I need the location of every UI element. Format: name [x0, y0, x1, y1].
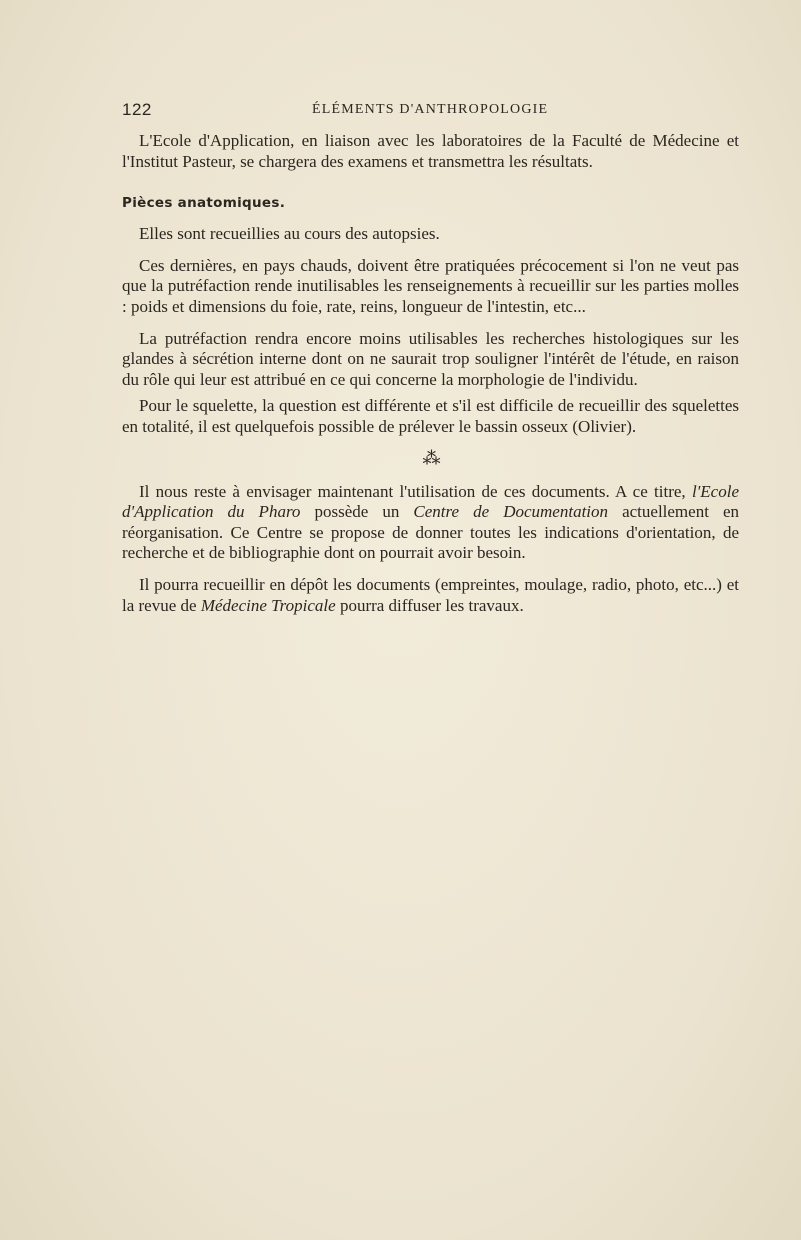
- depot-text-a: Il pourra recueillir en dépôt les documents (empreintes, moulage, radio, photo, etc...) et la revue de: [122, 574, 739, 615]
- paragraph-depot: [122, 575, 739, 616]
- documentation-text-c: actuellement en réorganisation. Ce Centre se propose de donner toutes les indications d'orientation, de recherche et de bibliographie dont on pourrait avoir besoin.: [122, 502, 740, 563]
- running-title: ÉLÉMENTS D'ANTHROPOLOGIE: [312, 102, 549, 117]
- paragraph-putrefaction: Ces dernières, en pays chauds, doivent être pratiquées précocement si l'on ne veut pas que la putréfaction rende inutilisables les renseignements à recueillir sur les parties molles : poids et dimensions du foie, rate, reins, longueur de l'intestin, etc...: [122, 255, 739, 316]
- ecole-pharo-italic: l'Ecole d'Application du Pharo: [122, 481, 739, 522]
- body-text: [122, 131, 739, 616]
- paragraph-documentation: [122, 482, 739, 564]
- paragraph-histologie: La putréfaction rendra encore moins utilisables les recherches histologiques sur les glandes à sécrétion interne dont on ne saurait trop souligner l'intérêt de l'étude, en raison du rôle qui leur est attribué en ce qui concerne la morphologie de l'individu.: [122, 328, 739, 389]
- documentation-text-b: possède un: [300, 502, 414, 522]
- depot-text-b: pourra diffuser les travaux.: [335, 595, 524, 615]
- page-header: [122, 100, 682, 122]
- centre-documentation-italic: Centre de Documentation: [413, 502, 609, 522]
- medecine-tropicale-italic: Médecine Tropicale: [200, 595, 336, 615]
- paragraph-ecole-application: L'Ecole d'Application, en liaison avec les laboratoires de la Faculté de Médecine et l'Institut Pasteur, se chargera des examens et transmettra les résultats.: [122, 131, 739, 171]
- paragraph-autopsies: Elles sont recueillies au cours des autopsies.: [139, 224, 440, 244]
- documentation-text-a: Il nous reste à envisager maintenant l'utilisation de ces documents. A ce titre,: [139, 481, 692, 501]
- asterism-divider: ⁂: [422, 447, 439, 468]
- paragraph-squelette: Pour le squelette, la question est différente et s'il est difficile de recueillir des squelettes en totalité, il est quelquefois possible de prélever le bassin osseux (Olivier).: [122, 396, 739, 436]
- page-number: 122: [122, 100, 152, 119]
- section-heading-pieces-anatomiques: Pièces anatomiques.: [122, 195, 286, 212]
